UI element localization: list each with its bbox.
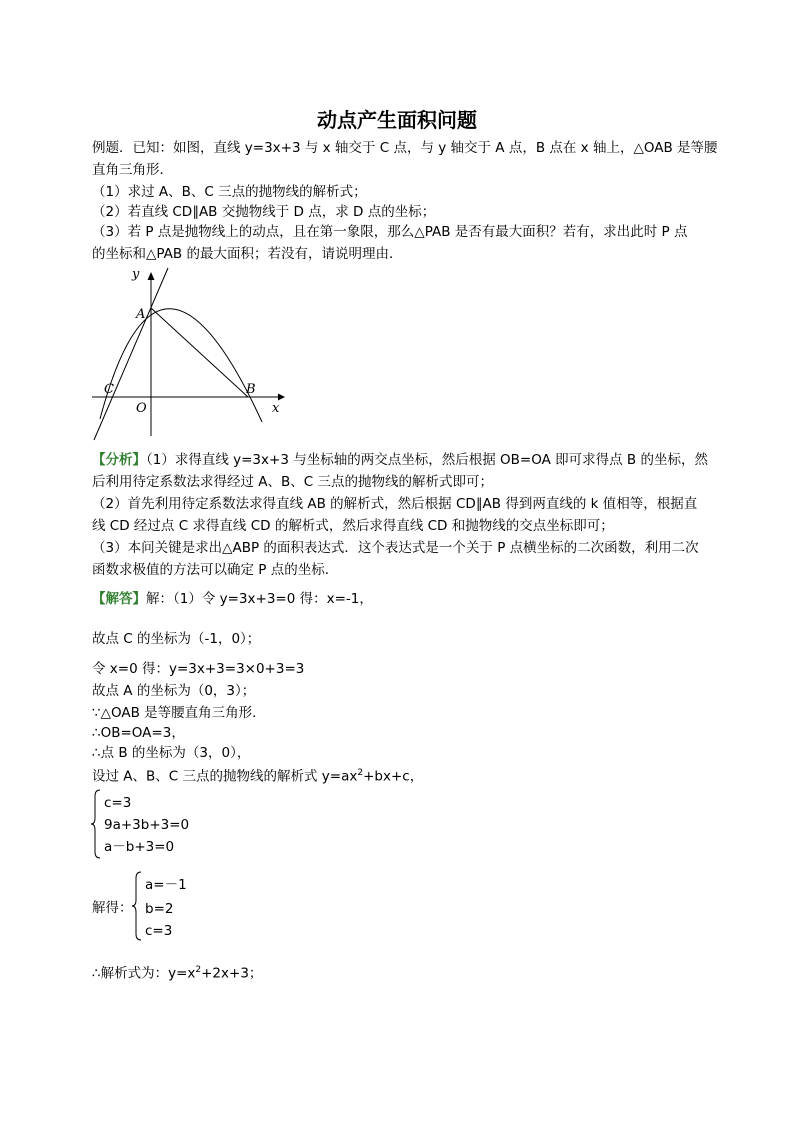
question-3-line1: （3）若 P 点是抛物线上的动点，且在第一象限，那么△PAB 是否有最大面积？若有，求出此时 P 点 — [92, 224, 688, 240]
system1-eq2: 9a+3b+3=0 — [104, 817, 190, 833]
analysis-line4: 线 CD 经过点 C 求得直线 CD 的解析式，然后求得直线 CD 和抛物线的交点坐标即可； — [92, 518, 614, 534]
analysis-tag: 【分析】 — [92, 452, 146, 468]
problem-intro-line1: 例题．已知：如图，直线 y=3x+3 与 x 轴交于 C 点，与 y 轴交于 A 点，B 点在 x 轴上，△OAB 是等腰 — [92, 140, 718, 156]
solution-line7: ∴点 B 的坐标为（3，0）， — [92, 745, 251, 761]
question-1: （1）求过 A、B、C 三点的抛物线的解析式； — [92, 184, 367, 200]
analysis-line2: 后利用待定系数法求得经过 A、B、C 三点的抛物线的解析式即可； — [92, 474, 494, 490]
solution-line3: 令 x=0 得：y=3x+3=3×0+3=3 — [92, 661, 305, 677]
solution-line1: 【解答】解：（1）令 y=3x+3=0 得：x=-1， — [92, 591, 373, 607]
segment-AB — [151, 308, 248, 397]
label-O: O — [136, 401, 147, 416]
solution-line6: ∴OB=OA=3， — [92, 725, 185, 741]
solution-line8: 设过 A、B、C 三点的抛物线的解析式 $y=ax^2+bx+c$， — [92, 768, 424, 785]
equation-system-1 — [92, 792, 322, 860]
system1-eq1: c=3 — [104, 795, 132, 811]
system2-eq1: a=－1 — [145, 877, 187, 893]
label-B: B — [246, 382, 256, 397]
system2-eq3: c=3 — [145, 923, 173, 939]
y-axis-arrow — [148, 272, 155, 280]
left-brace-icon — [90, 788, 102, 860]
problem-intro-line2: 直角三角形． — [92, 162, 173, 178]
analysis-line5: （3）本问关键是求出△ABP 的面积表达式．这个表达式是一个关于 P 点横坐标的二次函数，利用二次 — [92, 540, 699, 556]
solution-line5: ∵△OAB 是等腰直角三角形． — [92, 705, 266, 721]
line-y-3x-3 — [94, 268, 168, 440]
parabola-figure — [88, 264, 288, 444]
solution-line2: 故点 C 的坐标为（-1，0）； — [92, 631, 261, 647]
solve-label: 解得： — [92, 900, 133, 916]
question-3-line2: 的坐标和△PAB 的最大面积；若没有，请说明理由． — [92, 246, 403, 262]
solution-tag: 【解答】 — [92, 591, 146, 607]
analysis-line6: 函数求极值的方法可以确定 P 点的坐标． — [92, 562, 339, 578]
page-title: 动点产生面积问题 — [317, 108, 477, 132]
label-A: A — [136, 307, 146, 322]
label-y: y — [132, 267, 140, 282]
label-x: x — [272, 401, 280, 416]
analysis-line3: （2）首先利用待定系数法求得直线 AB 的解析式，然后根据 CD∥AB 得到两直线的 k 值相等，根据直 — [92, 496, 698, 512]
question-2: （2）若直线 CD∥AB 交抛物线于 D 点，求 D 点的坐标； — [92, 204, 436, 220]
analysis-line1: 【分析】（1）求得直线 y=3x+3 与坐标轴的两交点坐标，然后根据 OB=OA 即可求得点 B 的坐标，然 — [92, 452, 708, 468]
solution-line4: 故点 A 的坐标为（0，3）； — [92, 683, 256, 699]
equation-system-2 — [133, 874, 363, 942]
parabola-curve — [100, 309, 262, 422]
x-axis-arrow — [278, 394, 285, 401]
left-brace-icon — [131, 870, 143, 942]
system1-eq3: a－b+3=0 — [104, 839, 175, 855]
system2-eq2: b=2 — [145, 901, 174, 917]
label-C: C — [104, 382, 114, 397]
solution-result: ∴解析式为：$y=x^2+2x+3$； — [92, 965, 263, 982]
